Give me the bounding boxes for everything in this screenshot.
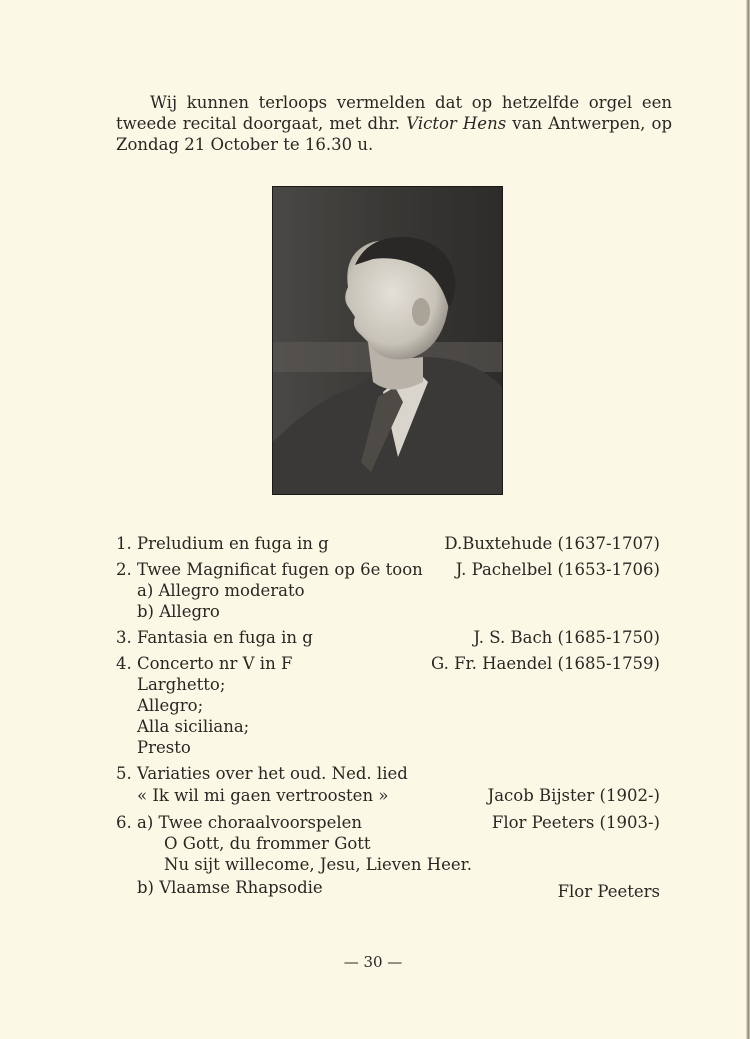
composer: J. S. Bach (1685-1750) xyxy=(473,628,660,647)
program-item-6 xyxy=(116,812,660,833)
program-item-2 xyxy=(116,559,660,580)
performer-name: Victor Hens xyxy=(406,114,507,133)
composer: J. Pachelbel (1653-1706) xyxy=(455,560,660,579)
program-item-1 xyxy=(116,533,660,554)
sub-piece: a) Allegro moderato xyxy=(137,581,305,600)
piece-title: Fantasia en fuga in g xyxy=(137,628,313,647)
intro-text-2: van Antwerpen, op Zondag 21 October te 16.30 u. xyxy=(116,114,673,154)
item-number: 6. xyxy=(116,813,132,832)
intro-paragraph xyxy=(116,92,672,155)
intro-text-1: Wij kunnen terloops vermelden dat op hetzelfde orgel een tweede recital doorgaat, met dhr. xyxy=(116,93,672,133)
page-edge xyxy=(746,0,750,1039)
chorale-title: O Gott, du frommer Gott xyxy=(164,834,371,853)
composer: Flor Peeters (1903-) xyxy=(491,813,660,832)
piece-title: a) Twee choraalvoorspelen xyxy=(137,813,363,832)
movement: Allegro; xyxy=(137,696,204,715)
concert-program xyxy=(116,533,660,904)
piece-title: Twee Magnificat fugen op 6e toon xyxy=(137,560,423,579)
item-number: 5. xyxy=(116,764,132,783)
item-number: 2. xyxy=(116,560,132,579)
program-item-3 xyxy=(116,627,660,648)
program-item-5 xyxy=(116,763,660,784)
piece-title: Concerto nr V in F xyxy=(137,654,293,673)
movement: Alla siciliana; xyxy=(137,717,250,736)
piece-title: b) Vlaamse Rhapsodie xyxy=(137,878,323,897)
composer: Flor Peeters xyxy=(557,882,660,901)
item-number: 4. xyxy=(116,654,132,673)
composer: D.Buxtehude (1637-1707) xyxy=(444,534,660,553)
composer: Jacob Bijster (1902-) xyxy=(487,786,660,805)
item-number: 1. xyxy=(116,534,132,553)
program-item-5-subtitle xyxy=(116,784,660,807)
chorale-title: Nu sijt willecome, Jesu, Lieven Heer. xyxy=(164,855,472,874)
program-item-6b xyxy=(116,875,660,904)
sub-piece: b) Allegro xyxy=(137,602,220,621)
composer: G. Fr. Haendel (1685-1759) xyxy=(431,654,660,673)
portrait-photo xyxy=(272,186,503,495)
portrait-illustration xyxy=(273,187,502,494)
item-number: 3. xyxy=(116,628,132,647)
movement: Larghetto; xyxy=(137,675,226,694)
program-item-4 xyxy=(116,653,660,674)
piece-title: Preludium en fuga in g xyxy=(137,534,329,553)
piece-subtitle: « Ik wil mi gaen vertroosten » xyxy=(137,786,389,805)
movement: Presto xyxy=(137,738,191,757)
piece-title: Variaties over het oud. Ned. lied xyxy=(137,764,408,783)
page-number: — 30 — xyxy=(343,953,403,971)
